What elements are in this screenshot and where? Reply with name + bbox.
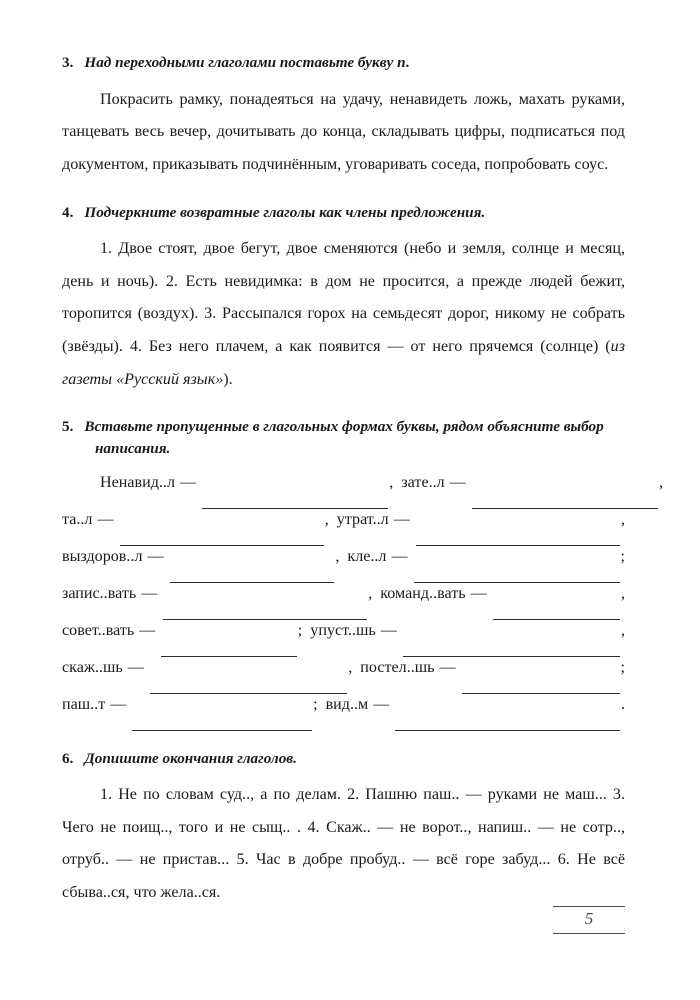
- answer-blank-line[interactable]: [150, 693, 347, 694]
- exercise-4-body-tail: ).: [223, 370, 233, 388]
- answer-blank-line[interactable]: [202, 508, 388, 509]
- punctuation: ,: [620, 621, 625, 639]
- exercise-3-body: Покрасить рамку, понадеяться на удачу, ненавидеть ложь, махать руками, танцевать весь вечер, дочитывать до конца, складывать цифры, подписаться под документом, приказывать подчинённым, уговаривать соседа, попробовать соус.: [62, 90, 625, 173]
- exercise-6: [62, 748, 625, 910]
- punctuation: ,: [368, 584, 373, 602]
- spacer: [62, 182, 625, 202]
- punctuation: ;: [297, 621, 303, 639]
- verb-form-prompt: утрат..л: [336, 510, 389, 528]
- em-dash: —: [380, 621, 397, 639]
- answer-blank-line[interactable]: [170, 582, 335, 583]
- exercise-3-instruction: [62, 52, 625, 74]
- em-dash: —: [139, 621, 156, 639]
- spacer: [62, 74, 625, 84]
- em-dash: —: [391, 547, 408, 565]
- punctuation: ,: [335, 547, 340, 565]
- punctuation: ,: [658, 473, 663, 491]
- verb-form-prompt: запис..вать: [62, 584, 137, 602]
- verb-form-prompt: упуст..шь: [310, 621, 376, 639]
- em-dash: —: [470, 584, 487, 602]
- answer-row: [62, 660, 625, 697]
- exercise-3-instruction-period: .: [405, 54, 410, 71]
- answer-row: [62, 512, 625, 549]
- punctuation: ;: [620, 658, 625, 676]
- answer-blank-line[interactable]: [161, 656, 297, 657]
- verb-form-prompt: та..л: [62, 510, 93, 528]
- verb-form-prompt: кле..л: [347, 547, 387, 565]
- answer-blank-line[interactable]: [403, 656, 620, 657]
- exercise-3-instruction-text: Над переходными глаголами поставьте букву: [84, 54, 398, 71]
- spacer: [62, 769, 625, 779]
- exercise-4: [62, 202, 625, 397]
- em-dash: —: [180, 473, 197, 491]
- verb-form-prompt: паш..т: [62, 695, 106, 713]
- exercise-6-instruction: [62, 748, 625, 770]
- page-content: [62, 0, 663, 1000]
- exercise-4-body-main: 1. Двое стоят, двое бегут, двое сменяются (небо и земля, солнце и месяц, день и ночь). 2. Есть невидимка: в дом не просится, а прежде людей бежит, торопится (воздух). 3. Рассыпался горох на семьдесят дорог, никому не собрать (звёзды). 4. Без него плачем, а как появится — от него прячемся (солнце) (: [62, 240, 625, 356]
- answer-row: [62, 549, 625, 586]
- answer-blank-line[interactable]: [120, 545, 324, 546]
- spacer: [62, 734, 625, 748]
- exercise-4-instruction: [62, 202, 625, 224]
- em-dash: —: [147, 547, 164, 565]
- exercise-6-instruction-text: Допишите окончания глаголов.: [84, 749, 297, 767]
- answer-row: [62, 623, 625, 660]
- exercise-4-source-citation: из газеты «Русский язык»: [62, 338, 625, 388]
- page-footer: [553, 906, 625, 934]
- exercise-6-number: 6.: [62, 749, 74, 767]
- punctuation: ;: [620, 547, 625, 565]
- answer-blank-line[interactable]: [163, 619, 367, 620]
- em-dash: —: [373, 695, 390, 713]
- exercise-3-target-letter: п: [397, 54, 406, 71]
- exercise-4-instruction-text: Подчеркните возвратные глаголы как члены предложения.: [84, 203, 486, 221]
- page-number: 5: [584, 909, 594, 928]
- verb-form-prompt: скаж..шь: [62, 658, 123, 676]
- punctuation: ,: [620, 510, 625, 528]
- em-dash: —: [127, 658, 144, 676]
- exercise-5-answer-rows: [62, 473, 663, 734]
- em-dash: —: [439, 658, 456, 676]
- verb-form-prompt: Ненавид..л: [100, 473, 175, 491]
- exercise-6-body: 1. Не по словам суд.., а по делам. 2. Пашню паш.. — руками не маш... 3. Чего не поищ.., того и не сыщ.. . 4. Скаж.. — не ворот.., напиш.. — не сотр.., отруб.. — не пристав... 5. Час в добре пробуд.. — всё горе забуд... 6. Не всё сбыва..ся, что жела..ся.: [62, 786, 625, 902]
- em-dash: —: [110, 695, 127, 713]
- answer-blank-line[interactable]: [493, 619, 620, 620]
- exercise-3-number: 3.: [62, 54, 74, 71]
- answer-blank-line[interactable]: [414, 582, 620, 583]
- answer-blank-line[interactable]: [462, 693, 620, 694]
- em-dash: —: [449, 473, 466, 491]
- exercise-4-number: 4.: [62, 203, 74, 221]
- exercise-5: [62, 416, 663, 733]
- spacer: [62, 460, 625, 475]
- verb-form-prompt: вид..м: [325, 695, 369, 713]
- punctuation: .: [620, 695, 625, 713]
- punctuation: ,: [389, 473, 394, 491]
- verb-form-prompt: зате..л: [401, 473, 445, 491]
- exercise-3: [62, 52, 625, 182]
- verb-form-prompt: совет..вать: [62, 621, 135, 639]
- exercise-5-instruction-text: Вставьте пропущенные в глагольных формах буквы, рядом объясните выбор написания.: [84, 418, 604, 457]
- em-dash: —: [393, 510, 410, 528]
- verb-form-prompt: постел..шь: [360, 658, 435, 676]
- verb-form-prompt: команд..вать: [380, 584, 466, 602]
- punctuation: ,: [324, 510, 329, 528]
- exercise-5-number: 5.: [62, 418, 74, 436]
- punctuation: ,: [348, 658, 353, 676]
- verb-form-prompt: выздоров..л: [62, 547, 143, 565]
- answer-blank-line[interactable]: [416, 545, 620, 546]
- exercise-5-instruction: [62, 416, 625, 459]
- punctuation: ;: [313, 695, 318, 713]
- em-dash: —: [97, 510, 114, 528]
- punctuation: ,: [620, 584, 625, 602]
- answer-blank-line[interactable]: [472, 508, 658, 509]
- spacer: [62, 396, 625, 416]
- exercise-4-body: [62, 233, 625, 396]
- folio-rule-bottom: [553, 933, 625, 934]
- spacer: [62, 223, 625, 233]
- answer-row: [62, 475, 663, 512]
- answer-blank-line[interactable]: [132, 730, 312, 731]
- em-dash: —: [141, 584, 158, 602]
- answer-blank-line[interactable]: [395, 730, 620, 731]
- answer-row: [62, 586, 625, 623]
- answer-row: [62, 697, 625, 734]
